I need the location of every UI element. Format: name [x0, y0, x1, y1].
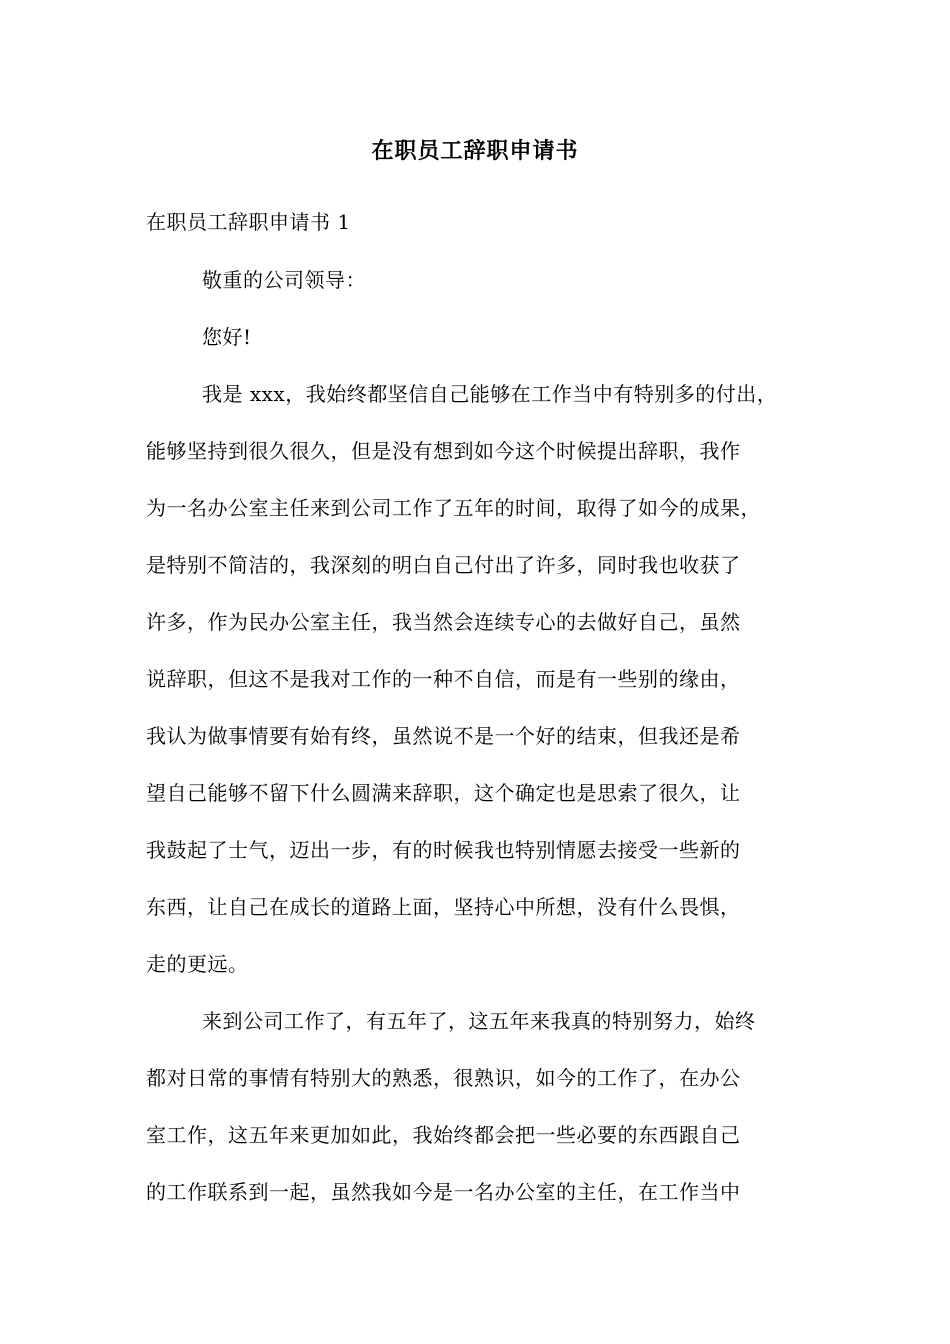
paragraph-line: 我是 xxx，我始终都坚信自己能够在工作当中有特别多的付出， — [202, 382, 778, 406]
paragraph-line: 都对日常的事情有特别大的熟悉，很熟识，如今的工作了，在办公 — [146, 1066, 741, 1090]
paragraph-line: 走的更远。 — [146, 952, 249, 976]
paragraph-line: 为一名办公室主任来到公司工作了五年的时间，取得了如今的成果， — [146, 496, 761, 520]
paragraph-line: 能够坚持到很久很久，但是没有想到如今这个时候提出辞职，我作 — [146, 439, 741, 463]
paragraph-line: 的工作联系到一起，虽然我如今是一名办公室的主任，在工作当中 — [146, 1180, 741, 1204]
salutation: 敬重的公司领导： — [202, 268, 366, 292]
paragraph-line: 许多，作为民办公室主任，我当然会连续专心的去做好自己，虽然 — [146, 610, 741, 634]
greeting: 您好! — [202, 325, 252, 349]
paragraph-line: 室工作，这五年来更加如此，我始终都会把一些必要的东西跟自己 — [146, 1123, 741, 1147]
paragraph-line: 说辞职，但这不是我对工作的一种不自信，而是有一些别的缘由， — [146, 667, 741, 691]
document-title: 在职员工辞职申请书 — [371, 138, 579, 164]
paragraph-line: 是特别不简洁的，我深刻的明白自己付出了许多，同时我也收获了 — [146, 553, 741, 577]
paragraph-line: 望自己能够不留下什么圆满来辞职，这个确定也是思索了很久，让 — [146, 781, 741, 805]
paragraph-line: 我认为做事情要有始有终，虽然说不是一个好的结束，但我还是希 — [146, 724, 741, 748]
paragraph-line: 我鼓起了士气，迈出一步，有的时候我也特别情愿去接受一些新的 — [146, 838, 741, 862]
section-heading: 在职员工辞职申请书 1 — [146, 210, 351, 234]
paragraph-line: 来到公司工作了，有五年了，这五年来我真的特别努力，始终 — [202, 1009, 756, 1033]
paragraph-line: 东西，让自己在成长的道路上面，坚持心中所想，没有什么畏惧， — [146, 895, 741, 919]
